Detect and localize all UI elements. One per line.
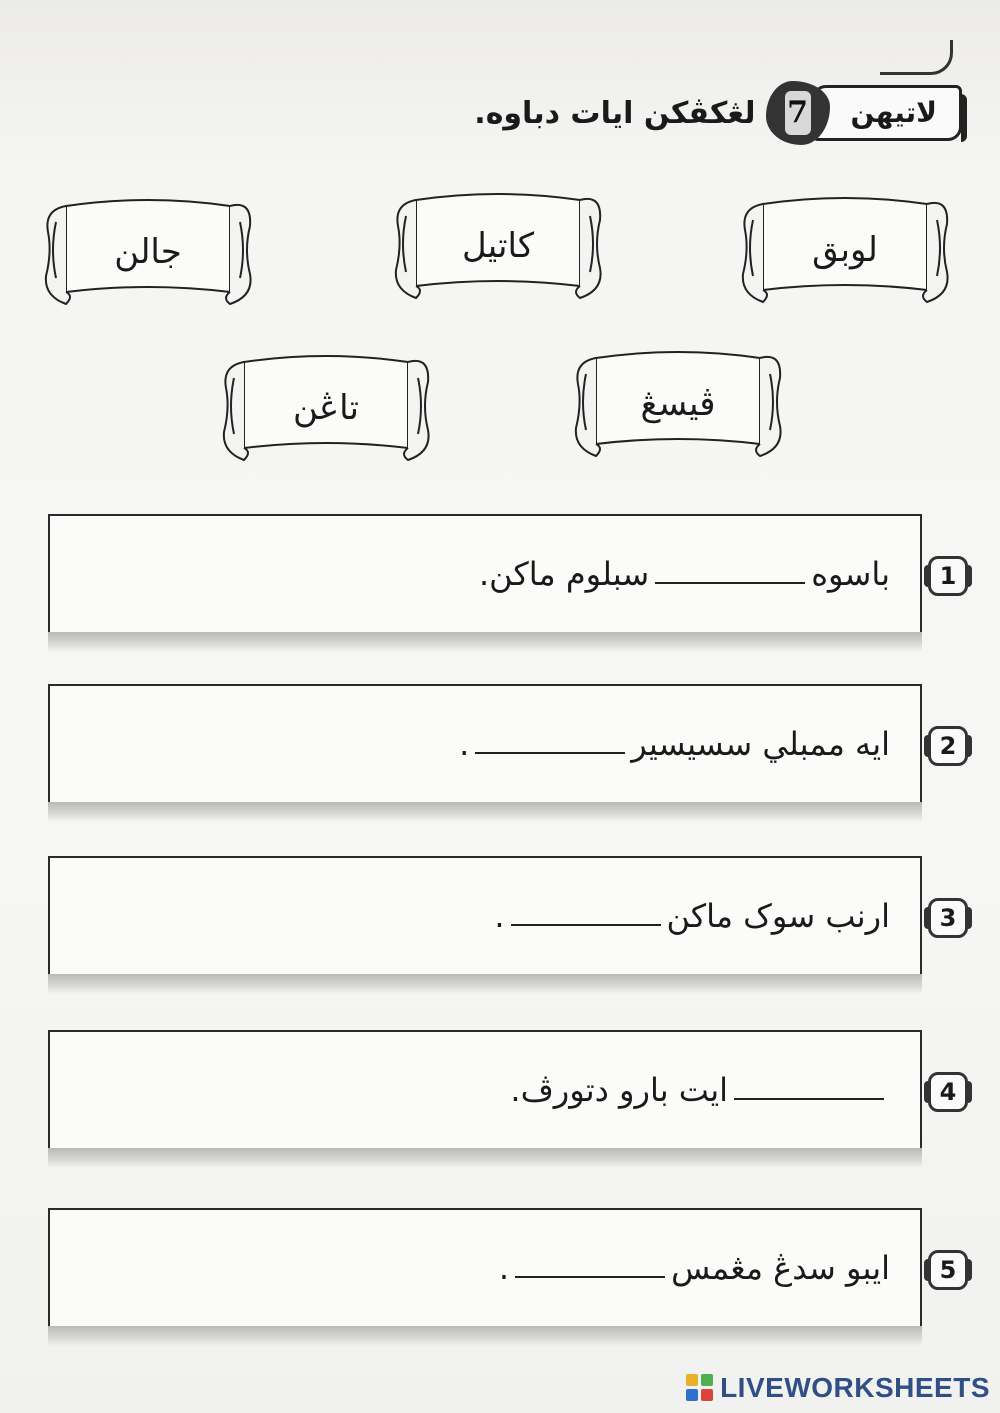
- word-bank-item: تاڠن: [293, 388, 359, 428]
- word-scroll-3: [38, 192, 258, 312]
- sentence: [494, 888, 890, 944]
- exercise-number-badge: [766, 81, 830, 145]
- exercise-label: لاتيهن: [812, 85, 962, 141]
- word-scroll-5: [216, 348, 436, 468]
- sentence-end: سبلوم ماكن.: [479, 555, 650, 593]
- question-row-4: [48, 1030, 976, 1156]
- instruction-text: لڠكڤكن ايات دباوه.: [474, 95, 756, 131]
- sentence-end: .: [498, 1249, 510, 1287]
- answer-box: [48, 1030, 922, 1150]
- sentence: [459, 716, 890, 772]
- question-row-2: [48, 684, 976, 810]
- sentence-end: ايت بارو دتورڤ.: [510, 1071, 728, 1109]
- box-shadow: [48, 802, 922, 822]
- answer-blank[interactable]: [655, 582, 805, 584]
- answer-box: [48, 684, 922, 804]
- box-shadow: [48, 1326, 922, 1346]
- exercise-header: [468, 78, 962, 148]
- sentence: [479, 546, 890, 602]
- sentence-start: ايبو سدڠ مڠمس: [671, 1249, 890, 1287]
- question-row-1: [48, 514, 976, 640]
- box-shadow: [48, 974, 922, 994]
- answer-blank[interactable]: [511, 924, 661, 926]
- question-row-5: [48, 1208, 976, 1334]
- sentence: [499, 1240, 890, 1296]
- word-bank-item: لوبق: [812, 230, 878, 270]
- liveworksheets-watermark: [686, 1371, 990, 1405]
- box-shadow: [48, 1148, 922, 1168]
- word-scroll-4: [568, 344, 788, 464]
- answer-blank[interactable]: [515, 1276, 665, 1278]
- sentence-start: ايه ممبلي سسيسير: [631, 725, 890, 763]
- question-number-badge: 3: [928, 898, 968, 938]
- answer-blank[interactable]: [475, 752, 625, 754]
- answer-box: [48, 1208, 922, 1328]
- word-bank-item: كاتيل: [461, 226, 535, 266]
- sentence-end: .: [459, 725, 470, 763]
- sentence-start: باسوه: [811, 555, 890, 593]
- corner-decoration: [880, 40, 953, 75]
- question-number-badge: 4: [928, 1072, 968, 1112]
- word-bank-item: جالن: [114, 232, 182, 272]
- liveworksheets-logo-icon: [686, 1374, 714, 1402]
- question-number-badge: 1: [928, 556, 968, 596]
- watermark-text: LIVEWORKSHEETS: [720, 1372, 990, 1403]
- word-bank-item: ڤيسڠ: [640, 384, 716, 424]
- question-number-badge: 2: [928, 726, 968, 766]
- sentence-start: ارنب سوک ماكن: [666, 897, 890, 935]
- sentence: [510, 1062, 890, 1118]
- sentence-end: .: [494, 897, 505, 935]
- box-shadow: [48, 632, 922, 652]
- answer-blank[interactable]: [734, 1098, 884, 1100]
- exercise-number: 7: [785, 91, 811, 135]
- answer-box: [48, 514, 922, 634]
- word-scroll-1: [735, 190, 955, 310]
- word-scroll-2: [388, 186, 608, 306]
- question-row-3: [48, 856, 976, 982]
- question-number-badge: 5: [928, 1250, 968, 1290]
- answer-box: [48, 856, 922, 976]
